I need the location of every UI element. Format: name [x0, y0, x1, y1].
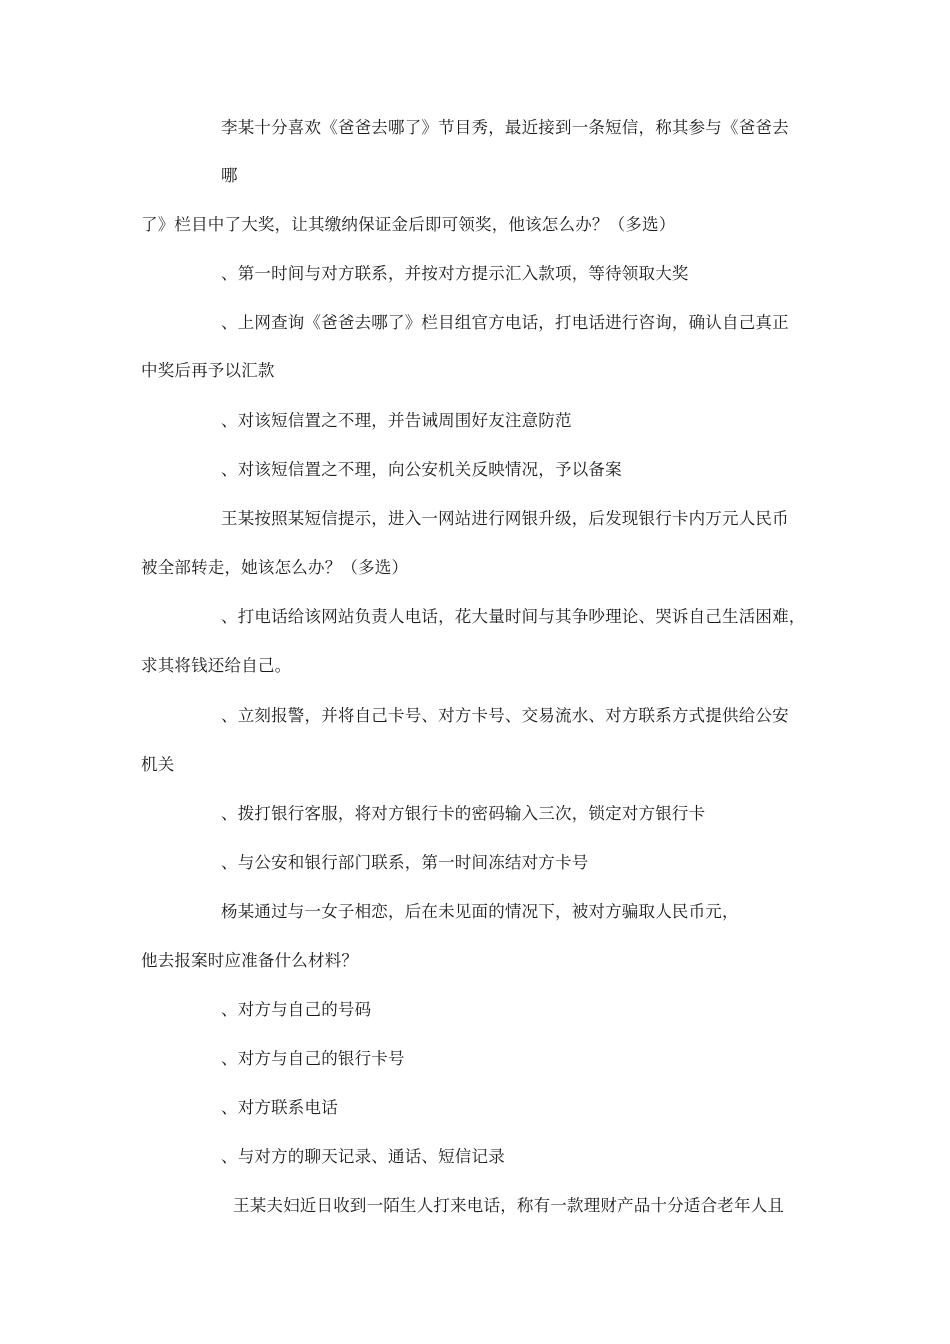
- question-3-option-a: 、对方与自己的号码: [221, 1000, 372, 1019]
- question-1-option-a: 、第一时间与对方联系，并按对方提示汇入款项，等待领取大奖: [221, 264, 689, 283]
- question-1-option-c: 、对该短信置之不理，并告诫周围好友注意防范: [221, 411, 572, 430]
- question-2-line-1: 王某按照某短信提示，进入一网站进行网银升级，后发现银行卡内万元人民币: [221, 509, 789, 528]
- question-1-line-2: 哪: [221, 166, 238, 185]
- question-3-line-1: 杨某通过与一女子相恋，后在未见面的情况下，被对方骗取人民币元，: [221, 902, 739, 921]
- question-2-option-d: 、与公安和银行部门联系，第一时间冻结对方卡号: [221, 853, 589, 872]
- question-1-line-1: 李某十分喜欢《爸爸去哪了》节目秀，最近接到一条短信，称其参与《爸爸去: [221, 118, 789, 137]
- question-1-option-b-line-1: 、上网查询《爸爸去哪了》栏目组官方电话，打电话进行咨询，确认自己真正: [221, 313, 789, 332]
- question-1-option-b-line-2: 中奖后再予以汇款: [141, 361, 275, 380]
- question-3-option-b: 、对方与自己的银行卡号: [221, 1049, 405, 1068]
- question-2-option-b-line-1: 、立刻报警，并将自己卡号、对方卡号、交易流水、对方联系方式提供给公安: [221, 706, 789, 725]
- question-4-line-1: 王某夫妇近日收到一陌生人打来电话，称有一款理财产品十分适合老年人且: [233, 1196, 785, 1215]
- question-3-line-2: 他去报案时应准备什么材料？: [141, 951, 359, 970]
- question-3-option-c: 、对方联系电话: [221, 1098, 338, 1117]
- question-2-line-2: 被全部转走，她该怎么办？（多选）: [141, 558, 409, 577]
- question-2-option-a-line-1: 、打电话给该网站负责人电话，花大量时间与其争吵理论、哭诉自己生活困难，: [221, 607, 806, 626]
- question-1-option-d: 、对该短信置之不理，向公安机关反映情况，予以备案: [221, 460, 622, 479]
- question-1-line-3: 了》栏目中了大奖，让其缴纳保证金后即可领奖，他该怎么办？（多选）: [141, 215, 676, 234]
- question-2-option-a-line-2: 求其将钱还给自己。: [141, 656, 292, 675]
- question-2-option-c: 、拨打银行客服，将对方银行卡的密码输入三次，锁定对方银行卡: [221, 804, 706, 823]
- question-2-option-b-line-2: 机关: [141, 755, 175, 774]
- question-3-option-d: 、与对方的聊天记录、通话、短信记录: [221, 1147, 505, 1166]
